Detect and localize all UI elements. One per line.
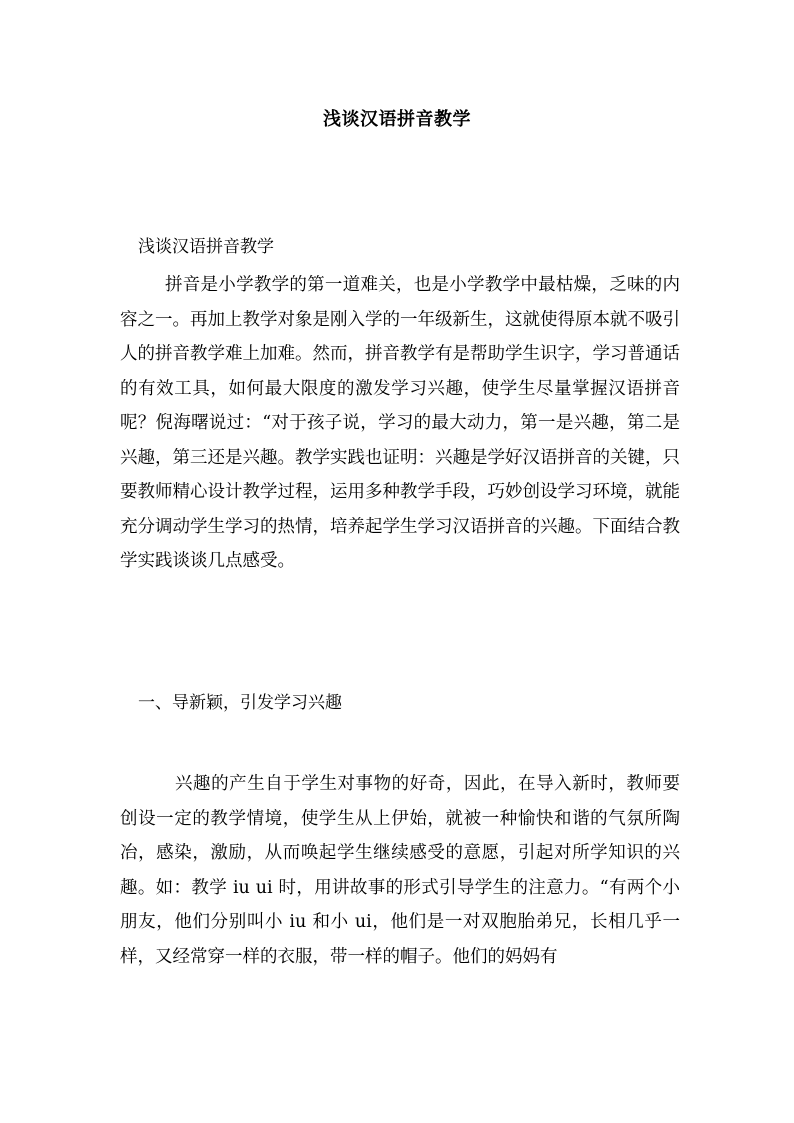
intro-paragraph: 拼音是小学教学的第一道难关，也是小学教学中最枯燥，乏味的内容之一。再加上教学对象是刚入学的一年级新生，这就使得原本就不吸引人的拼音教学难上加难。然而，拼音教学有是帮助学生识字，学习普通话的有效工具，如何最大限度的激发学习兴趣，使学生尽量掌握汉语拼音呢？倪海曙说过：“对于孩子说，学习的最大动力，第一是兴趣，第二是兴趣，第三还是兴趣。教学实践也证明：兴趣是学好汉语拼音的关键，只要教师精心设计教学过程，运用多种教学手段，巧妙创设学习环境，就能充分调动学生学习的热情，培养起学生学习汉语拼音的兴趣。下面结合教学实践谈谈几点感受。 bbox=[120, 275, 680, 571]
section-paragraph: 兴趣的产生自于学生对事物的好奇，因此，在导入新时，教师要创设一定的教学情境，使学生从上伊始，就被一种愉快和谐的气氛所陶冶，感染，激励，从而唤起学生继续感受的意愿，引起对所学知识的兴趣。如：教学 iu ui 时，用讲故事的形式引导学生的注意力。“有两个小朋友，他们分别叫小 iu 和小 ui，他们是一对双胞胎弟兄，长相几乎一样，又经常穿一样的衣服，带一样的帽子。他们的妈妈有 bbox=[120, 774, 680, 967]
document-title: 浅谈汉语拼音教学 bbox=[323, 109, 471, 130]
section-heading: 一、导新颖，引发学习兴趣 bbox=[138, 693, 342, 713]
document-subtitle: 浅谈汉语拼音教学 bbox=[138, 237, 274, 257]
